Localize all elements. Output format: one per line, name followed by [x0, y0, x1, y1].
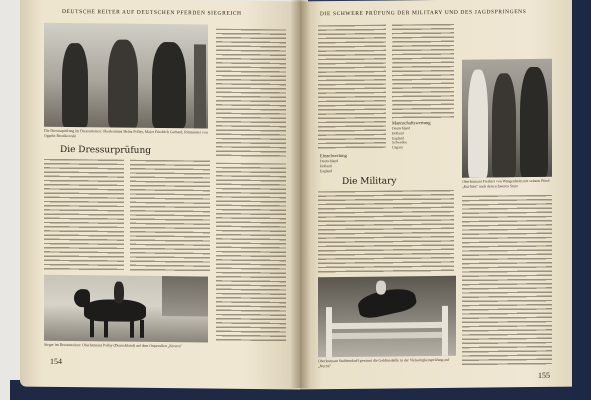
result-row: Schweden — [392, 140, 407, 145]
dressage-horse-photo — [44, 275, 208, 343]
jump-post — [326, 307, 332, 357]
results-list-left — [320, 159, 384, 174]
result-row: England — [392, 135, 404, 141]
jumping-horse-photo — [318, 276, 456, 357]
top-photo-caption: Die Dressurprüfung im Dressurreiten: Oberleutnant Heinz Pollay, Major Friedrich Gerhard, Rittmeister von Oppeln-Bronikowski — [44, 128, 208, 138]
left-text-column-2 — [130, 160, 210, 273]
person-figure — [520, 67, 548, 177]
horse-leg — [104, 319, 108, 337]
left-text-column-upper — [216, 29, 286, 160]
results-heading: Mannschaftswertung — [392, 120, 431, 126]
officer-figure — [108, 39, 138, 127]
horse-body — [356, 284, 418, 320]
officer-figure — [152, 42, 186, 128]
officer-figure — [62, 43, 88, 127]
right-page-number: 155 — [538, 370, 550, 380]
horse-head — [74, 289, 90, 307]
jump-post — [442, 306, 448, 356]
right-text-body — [318, 190, 454, 273]
right-text-column-right — [462, 195, 552, 368]
right-section-heading: Die Military — [342, 176, 397, 187]
result-row: Holland — [392, 131, 404, 136]
person-figure — [492, 73, 516, 177]
person-figure — [468, 69, 488, 177]
left-page-number: 154 — [50, 356, 62, 366]
right-running-head: DIE SCHWERE PRÜFUNG DER MILITARY UND DES JAGDSPRINGENS — [320, 9, 527, 18]
horse-leg — [130, 320, 134, 338]
result-row: Deutschland — [320, 159, 338, 164]
horse-leg — [140, 320, 144, 338]
officers-photo — [44, 23, 208, 129]
officers-sling-photo — [462, 59, 552, 178]
trees-background — [162, 276, 208, 316]
rider-figure — [376, 281, 386, 295]
bottom-photo-caption: Sieger im Dressurreiten: Oberleutnant Pollay (Deutschland) auf dem Ostpreußen „Kronos" — [44, 342, 183, 349]
book-gutter — [290, 0, 310, 388]
photo-shadow — [194, 44, 206, 128]
results-list-right — [392, 126, 456, 151]
result-row: England — [320, 168, 332, 173]
result-row: Holland — [320, 163, 332, 169]
right-photo-caption: Oberleutnant Freiherr von Wangenheim mit seinem Pferd „Kurfürst" nach dem schweren Sturz — [462, 178, 550, 189]
horse-leg — [90, 319, 94, 337]
right-text-column-upper-1 — [318, 25, 386, 150]
right-text-column-upper-2 — [392, 24, 454, 121]
left-text-column-1 — [44, 159, 124, 272]
left-section-heading: Die Dressurprüfung — [60, 144, 152, 156]
left-running-head: DEUTSCHE REITER AUF DEUTSCHEN PFERDEN SIEGREICH — [62, 8, 242, 17]
right-page — [300, 0, 572, 389]
left-page — [20, 0, 300, 389]
results-label-left: Einzelwertung — [320, 152, 347, 159]
left-text-column-3 — [216, 163, 286, 342]
rider-figure — [114, 282, 124, 304]
result-row: Deutschland — [392, 126, 410, 131]
jump-rail — [332, 322, 442, 329]
jump-rail — [332, 332, 442, 339]
jumping-photo-caption: Oberleutnant Stubbendorff gewinnt die Goldmedaille in der Vielseitigkeitsprüfung auf „Nurmi" — [318, 357, 450, 368]
result-row: Ungarn — [392, 145, 403, 150]
